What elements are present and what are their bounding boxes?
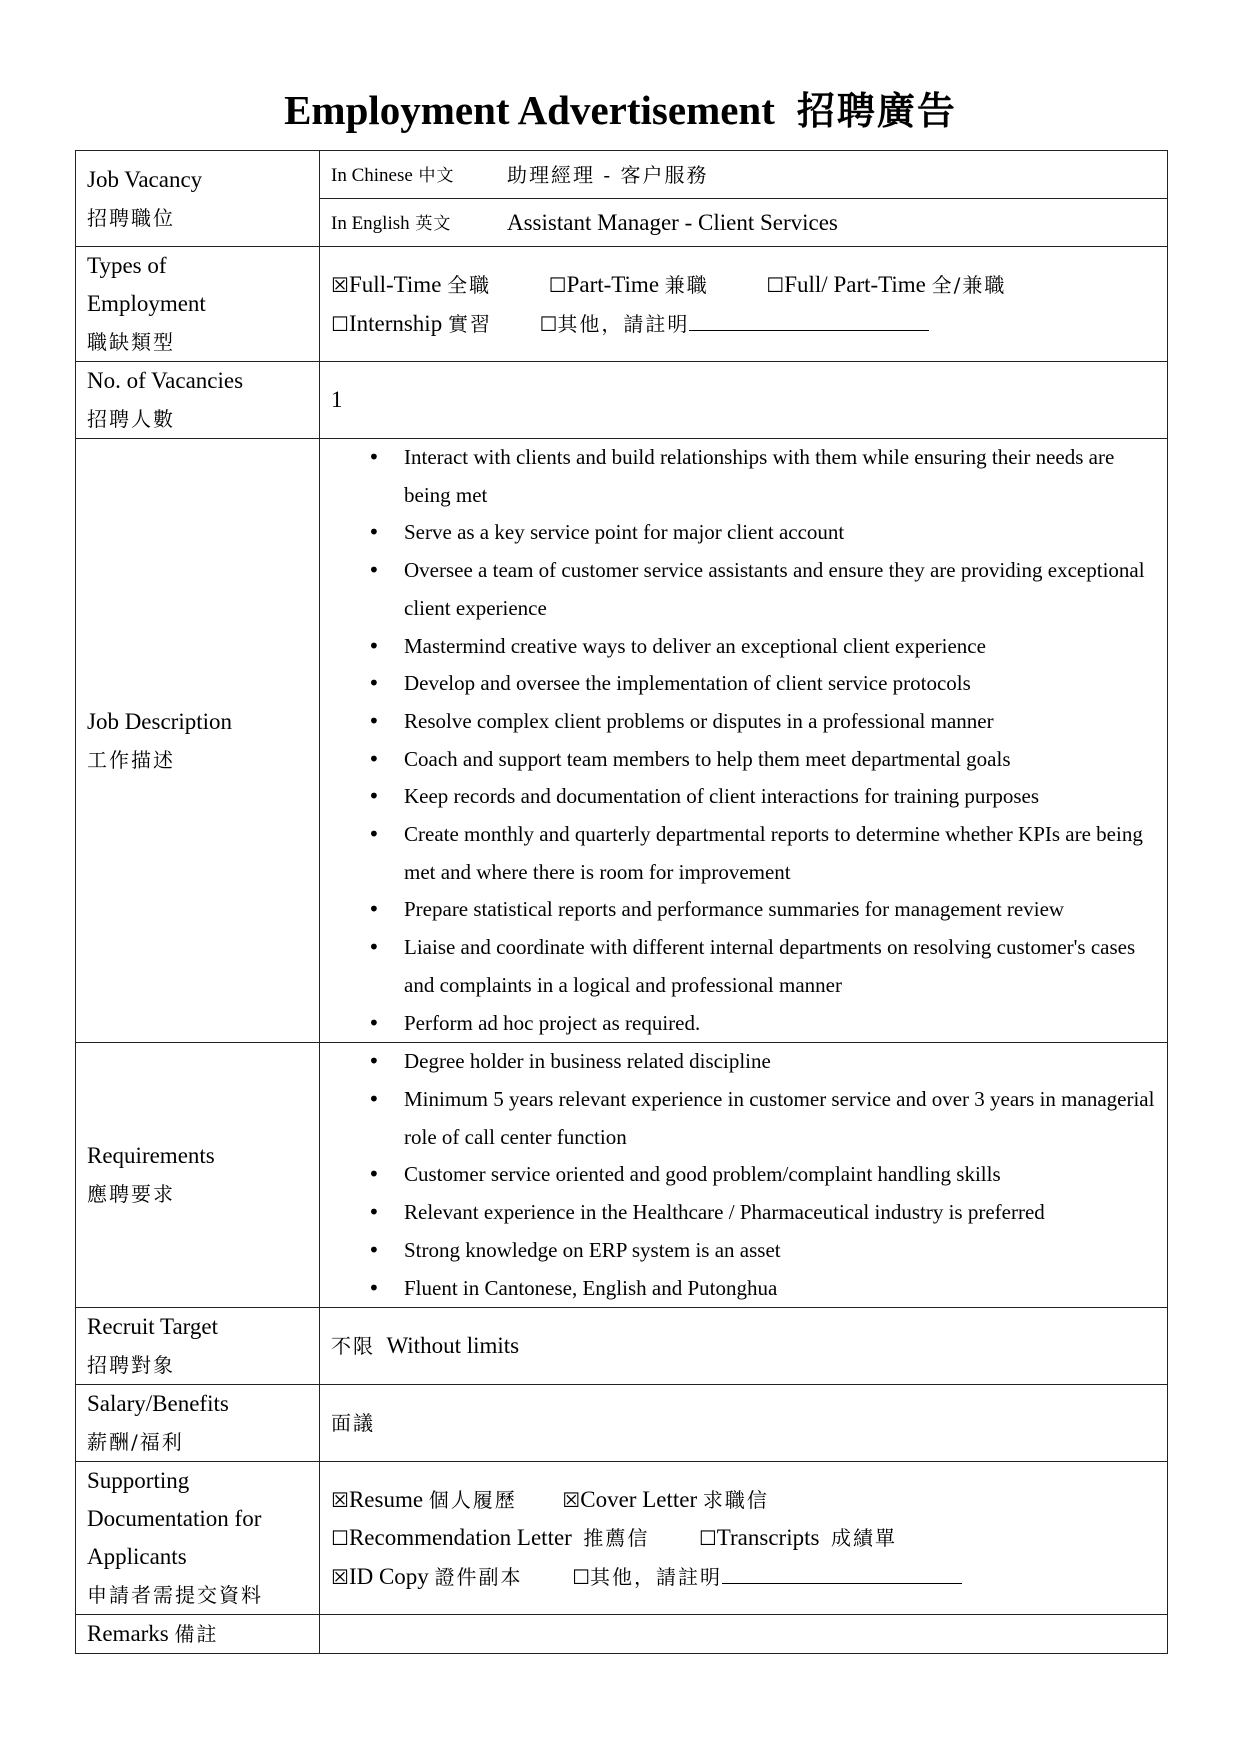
list-item: • Customer service oriented and good problem/complaint handling skills: [320, 1156, 1167, 1194]
list-item: • Prepare statistical reports and performance summaries for management review: [320, 891, 1167, 929]
option-full-part-time[interactable]: ☐Full/ Part-Time 全/兼職: [766, 271, 1007, 297]
checkbox-empty-icon: ☐: [766, 272, 785, 297]
employment-types-label-cell: [76, 247, 320, 362]
supporting-docs-label-zh: 申請者需提交資料: [87, 1583, 263, 1608]
salary-label-en: Salary/Benefits: [87, 1391, 229, 1417]
supporting-docs-label-en-3: Applicants: [87, 1544, 187, 1570]
option-recommendation-letter[interactable]: ☐Recommendation Letter 推薦信: [331, 1524, 650, 1550]
page-title: [0, 80, 1241, 141]
job-vacancy-label-cell: [76, 151, 320, 247]
option-other-docs[interactable]: ☐其他，請註明: [572, 1564, 722, 1589]
list-item: • Degree holder in business related discipline: [320, 1043, 1167, 1081]
option-internship[interactable]: ☐Internship 實習: [331, 310, 492, 336]
list-item: • Mastermind creative ways to deliver an exceptional client experience: [320, 628, 1167, 666]
list-item: • Create monthly and quarterly departmental reports to determine whether KPIs are being met and where there is room for improvement: [320, 816, 1167, 891]
list-item: • Fluent in Cantonese, English and Putonghua: [320, 1270, 1167, 1308]
recruit-target-cell: [320, 1308, 1168, 1385]
option-other[interactable]: ☐其他，請註明: [539, 311, 690, 336]
recruit-target-label-zh: 招聘對象: [87, 1353, 175, 1378]
checkbox-checked-icon: ☒: [331, 1487, 349, 1512]
requirements-label-zh: 應聘要求: [87, 1182, 175, 1207]
employment-types-label-en-1: Types of: [87, 253, 167, 278]
job-title-english: Assistant Manager - Client Services: [507, 209, 838, 235]
job-description-label-en: Job Description: [87, 708, 233, 734]
employment-form-table: [75, 150, 1168, 1654]
job-description-list: [320, 439, 1167, 1042]
english-key-en: In English: [331, 212, 410, 234]
job-description-cell: [320, 439, 1168, 1043]
option-full-time[interactable]: ☒Full-Time 全職: [331, 271, 492, 297]
recruit-target-value-zh: 不限: [331, 1334, 375, 1359]
checkbox-empty-icon: ☐: [539, 311, 558, 336]
requirements-cell: [320, 1043, 1168, 1308]
option-resume[interactable]: ☒Resume 個人履歷: [331, 1486, 517, 1512]
list-item: • Keep records and documentation of client interactions for training purposes: [320, 778, 1167, 816]
remarks-label-en: Remarks: [87, 1621, 169, 1647]
list-item: • Relevant experience in the Healthcare / Pharmaceutical industry is preferred: [320, 1194, 1167, 1232]
list-item: • Develop and oversee the implementation of client service protocols: [320, 665, 1167, 703]
checkbox-checked-icon: ☒: [331, 1564, 349, 1589]
checkbox-empty-icon: ☐: [698, 1525, 717, 1550]
remarks-label-zh: 備註: [174, 1622, 219, 1647]
supporting-docs-label-cell: [76, 1462, 320, 1615]
job-title-chinese: 助理經理 - 客户服務: [507, 162, 709, 187]
option-id-copy[interactable]: ☒ID Copy 證件副本: [331, 1563, 523, 1589]
recruit-target-label-cell: [76, 1308, 320, 1385]
list-item: • Serve as a key service point for major client account: [320, 514, 1167, 552]
chinese-key-zh: 中文: [418, 165, 455, 186]
remarks-value[interactable]: [320, 1615, 1168, 1654]
checkbox-empty-icon: ☐: [572, 1564, 590, 1589]
supporting-docs-label-en-1: Supporting: [87, 1468, 190, 1494]
list-item: • Oversee a team of customer service assistants and ensure they are providing exceptional client experience: [320, 552, 1167, 627]
list-item: • Minimum 5 years relevant experience in customer service and over 3 years in managerial role of call center function: [320, 1081, 1167, 1156]
recruit-target-label-en: Recruit Target: [87, 1314, 219, 1340]
option-part-time[interactable]: ☐Part-Time 兼職: [548, 271, 709, 297]
option-cover-letter[interactable]: ☒Cover Letter 求職信: [562, 1486, 769, 1512]
salary-label-zh: 薪酬/福利: [87, 1430, 184, 1455]
supporting-docs-label-en-2: Documentation for: [87, 1506, 262, 1532]
recruit-target-value-en: Without limits: [386, 1333, 520, 1359]
salary-value: 面議: [331, 1411, 375, 1436]
english-key-zh: 英文: [415, 213, 452, 234]
list-item: • Liaise and coordinate with different internal departments on resolving customer's cases and complaints in a logical and professional manner: [320, 929, 1167, 1004]
job-vacancy-english-cell: [320, 199, 1168, 247]
job-description-label-cell: [76, 439, 320, 1043]
list-item: • Resolve complex client problems or disputes in a professional manner: [320, 703, 1167, 741]
title-english: Employment Advertisement: [284, 87, 775, 133]
list-item: • Perform ad hoc project as required.: [320, 1005, 1167, 1043]
chinese-key-en: In Chinese: [331, 164, 413, 186]
job-vacancy-chinese-cell: [320, 151, 1168, 199]
checkbox-empty-icon: ☐: [548, 272, 567, 297]
checkbox-checked-icon: ☒: [562, 1487, 581, 1512]
requirements-label-en: Requirements: [87, 1143, 215, 1169]
remarks-label-cell: [76, 1615, 320, 1654]
checkbox-empty-icon: ☐: [331, 1525, 349, 1550]
requirements-list: [320, 1043, 1167, 1307]
salary-label-cell: [76, 1385, 320, 1462]
job-vacancy-label-en: Job Vacancy: [87, 166, 203, 192]
list-item: • Interact with clients and build relationships with them while ensuring their needs are being met: [320, 439, 1167, 514]
other-specify-blank[interactable]: [689, 304, 929, 331]
vacancies-value: 1: [320, 362, 1168, 439]
job-vacancy-label-zh: 招聘職位: [87, 205, 175, 230]
employment-types-options-cell: [320, 247, 1168, 362]
checkbox-checked-icon: ☒: [331, 272, 349, 297]
requirements-label-cell: [76, 1043, 320, 1308]
checkbox-empty-icon: ☐: [331, 311, 349, 336]
option-transcripts[interactable]: ☐Transcripts 成績單: [698, 1524, 897, 1550]
vacancies-label-cell: [76, 362, 320, 439]
vacancies-label-en: No. of Vacancies: [87, 368, 244, 393]
list-item: • Coach and support team members to help them meet departmental goals: [320, 741, 1167, 779]
employment-types-label-en-2: Employment: [87, 291, 206, 316]
vacancies-label-zh: 招聘人數: [87, 407, 175, 431]
other-docs-specify-blank[interactable]: [722, 1557, 962, 1584]
supporting-docs-options-cell: [320, 1462, 1168, 1615]
salary-value-cell: [320, 1385, 1168, 1462]
title-chinese: 招聘廣告: [796, 88, 957, 133]
employment-types-label-zh: 職缺類型: [87, 330, 175, 354]
job-description-label-zh: 工作描述: [87, 747, 175, 772]
list-item: • Strong knowledge on ERP system is an asset: [320, 1232, 1167, 1270]
